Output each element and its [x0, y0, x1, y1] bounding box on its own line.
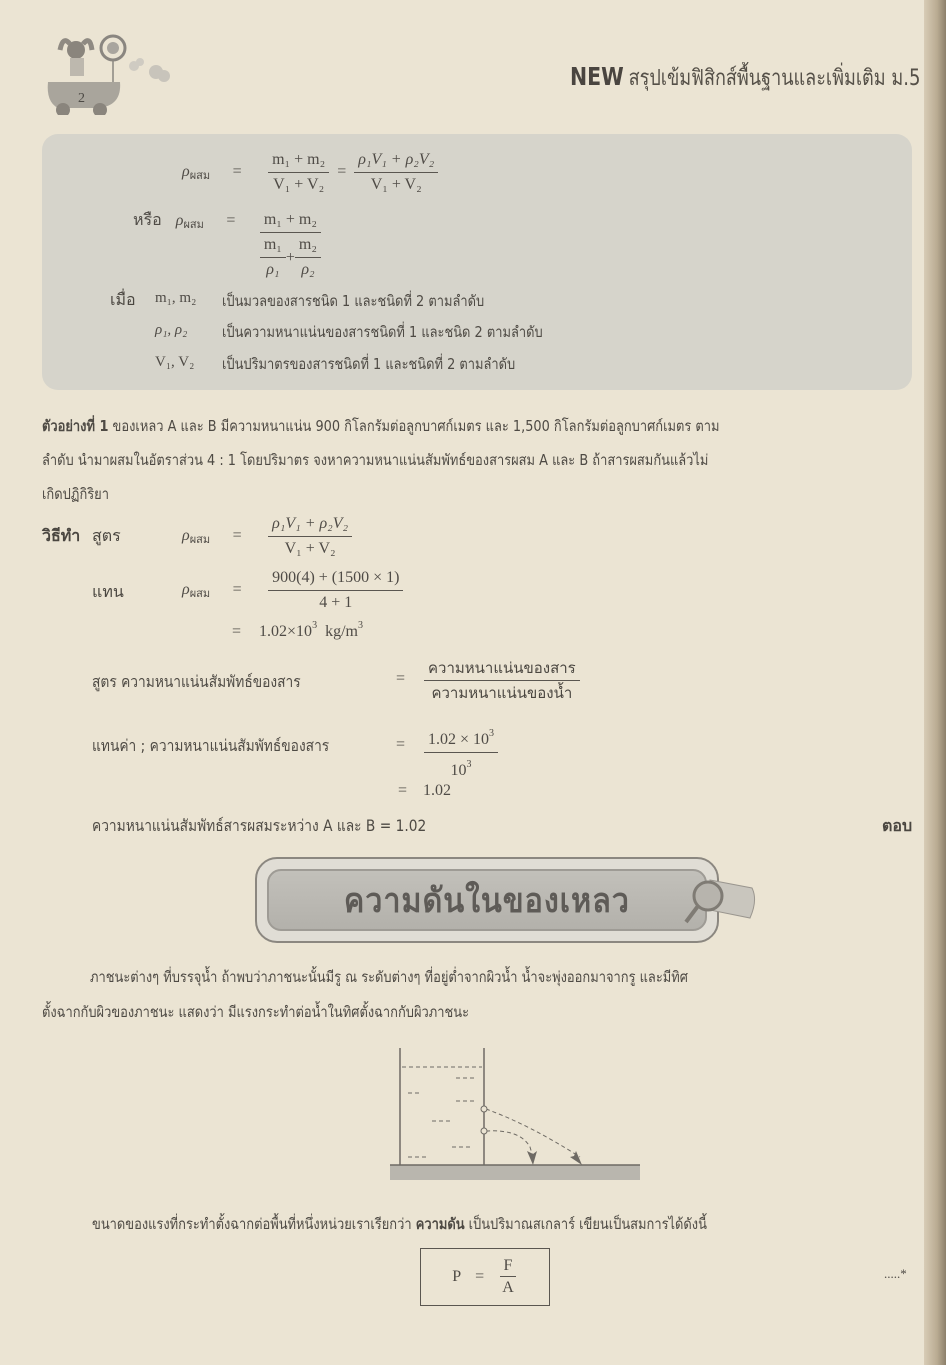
mixture-density-formula	[182, 148, 438, 197]
where-label: เมื่อ	[110, 290, 136, 309]
or-label: หรือ	[133, 210, 162, 229]
def-symbol-volume: V₁, V₂	[155, 354, 195, 370]
relative-density-formula-label: สูตร ความหนาแน่นสัมพัทธ์ของสาร	[92, 672, 301, 691]
equals: =	[226, 212, 236, 229]
relative-density-fraction	[424, 656, 580, 705]
paragraph-line-1: ภาชนะต่างๆ ที่บรรจุน้ำ ถ้าพบว่าภาชนะนั้นมีรู ณ ระดับต่างๆ ที่อยู่ต่ำจากผิวน้ำ น้ำจะพุ่งออกมาจากรู และมีทิศ	[90, 968, 688, 986]
substitute-label: แทน	[92, 582, 124, 601]
magnifier-icon	[680, 870, 760, 930]
relative-density-substitute-label: แทนค่า ; ความหนาแน่นสัมพัทธ์ของสาร	[92, 736, 330, 755]
area-symbol: A	[502, 1278, 514, 1296]
def-text-volume: เป็นปริมาตรของสารชนิดที่ 1 และชนิดที่ 2 ตามลำดับ	[222, 355, 516, 373]
pressure-definition	[92, 1212, 707, 1236]
rho-symbol: ρ	[182, 581, 190, 599]
water-container-diagram	[390, 1045, 650, 1185]
sub-numerator: m₂	[295, 233, 321, 258]
numerator: ความหนาแน่นของสาร	[424, 656, 580, 681]
rho-subscript: ผสม	[189, 533, 211, 547]
def-symbol-mass: m₁, m₂	[155, 290, 197, 306]
result-value: 1.02×10	[259, 623, 313, 640]
solution-result	[232, 620, 363, 641]
equals: =	[232, 623, 242, 640]
numerator: ρ₁V₁ + ρ₂V₂	[354, 148, 438, 173]
numerator: m₁ + m₂	[260, 208, 321, 233]
equals: =	[232, 581, 242, 599]
equation-marker: .....*	[884, 1266, 907, 1281]
denominator: V₁ + V₂	[273, 176, 325, 193]
equals: =	[475, 1268, 485, 1285]
sub-denominator: ρ₂	[301, 261, 315, 278]
numerator: ρ₁V₁ + ρ₂V₂	[268, 512, 352, 537]
denominator: 10	[450, 762, 467, 779]
rho-subscript: ผสม	[183, 218, 204, 231]
result-value: 1.02	[423, 782, 452, 799]
def-text-density: เป็นความหนาแน่นของสารชนิดที่ 1 และชนิด 2 ตามลำดับ	[222, 323, 543, 341]
book-title	[569, 60, 920, 95]
book-title-new: NEW	[569, 62, 624, 91]
conclusion: ความหนาแน่นสัมพัทธ์สารผสมระหว่าง A และ B = 1.02	[92, 816, 427, 835]
method-label: วิธีทำ	[42, 526, 81, 545]
force-symbol: F	[500, 1256, 517, 1277]
denominator: ความหนาแน่นของน้ำ	[431, 684, 573, 702]
equals: =	[232, 163, 242, 181]
sub-numerator: m₁	[260, 233, 286, 258]
pressure-text-after: เป็นปริมาณสเกลาร์ เขียนเป็นสมการได้ดังนี้	[468, 1215, 707, 1233]
compound-fraction	[260, 208, 321, 282]
numerator: m₁ + m₂	[268, 148, 329, 173]
equals: =	[337, 163, 347, 181]
equals: =	[398, 782, 408, 799]
numerator: 900(4) + (1500 × 1)	[268, 566, 403, 591]
mixture-density-formula-alt	[133, 208, 321, 282]
denominator-exponent: 3	[466, 759, 472, 770]
numerator: 1.02 × 10	[428, 731, 490, 748]
plus: +	[285, 248, 295, 266]
equals: =	[396, 670, 406, 687]
denominator: V₁ + V₂	[370, 176, 422, 193]
sub-denominator: ρ₁	[266, 261, 280, 278]
pressure-text-before: ขนาดของแรงที่กระทำตั้งฉากต่อพื้นที่หนึ่งหน่วยเราเรียกว่า	[92, 1215, 412, 1233]
pressure-term: ความดัน	[415, 1215, 465, 1233]
mascot-car-illustration	[38, 30, 178, 115]
paragraph-line-2: ตั้งฉากกับผิวของภาชนะ แสดงว่า มีแรงกระทำต่อน้ำในทิศตั้งฉากกับผิวภาชนะ	[42, 1003, 470, 1021]
denominator: 4 + 1	[319, 594, 353, 611]
result-exponent: 3	[312, 620, 318, 631]
rho-subscript: ผสม	[189, 169, 211, 183]
solution-formula	[182, 512, 352, 561]
example-line-2: ลำดับ นำมาผสมในอัตราส่วน 4 : 1 โดยปริมาตร จงหาความหนาแน่นสัมพัทธ์ของสารผสม A และ B ถ้าสารผสมกันแล้วไม่	[42, 451, 709, 469]
example-line-3: เกิดปฏิกิริยา	[42, 485, 109, 503]
denominator: V₁ + V₂	[284, 540, 336, 557]
rho-symbol: ρ	[182, 527, 190, 545]
section-banner	[255, 857, 719, 943]
fraction-mass-volume	[268, 148, 329, 197]
formula-label: สูตร	[92, 526, 121, 545]
relative-density-sub-fraction	[424, 722, 498, 783]
pressure-symbol: P	[452, 1268, 462, 1285]
page-edge	[924, 0, 946, 1365]
fraction-density-volume	[354, 148, 438, 197]
answer-label: ตอบ	[882, 816, 913, 835]
pressure-equation-box	[420, 1248, 550, 1306]
result-unit-exponent: 3	[357, 620, 363, 631]
section-title: ความดันในของเหลว	[344, 881, 630, 921]
def-text-mass: เป็นมวลของสารชนิด 1 และชนิดที่ 2 ตามลำดับ	[222, 292, 485, 310]
example-line-1	[42, 414, 720, 438]
numerator-exponent: 3	[489, 728, 495, 739]
svg-text:2: 2	[78, 91, 85, 106]
result-unit: kg/m	[325, 623, 358, 640]
equals: =	[232, 527, 242, 545]
example-label: ตัวอย่างที่ 1	[42, 417, 109, 435]
def-symbol-density: ρ₁, ρ₂	[155, 322, 188, 338]
book-title-text: สรุปเข้มฟิสิกส์พื้นฐานและเพิ่มเติม ม.5	[628, 66, 920, 91]
example-text: ของเหลว A และ B มีความหนาแน่น 900 กิโลกรัมต่อลูกบาศก์เมตร และ 1,500 กิโลกรัมต่อลูกบาศก์เมตร ตาม	[112, 417, 720, 435]
relative-density-result	[398, 782, 451, 800]
equals: =	[396, 736, 406, 753]
denominator	[260, 233, 321, 282]
rho-symbol: ρ	[175, 212, 184, 229]
rho-subscript: ผสม	[189, 587, 211, 601]
solution-substitution	[182, 566, 403, 615]
rho-symbol: ρ	[182, 163, 190, 181]
